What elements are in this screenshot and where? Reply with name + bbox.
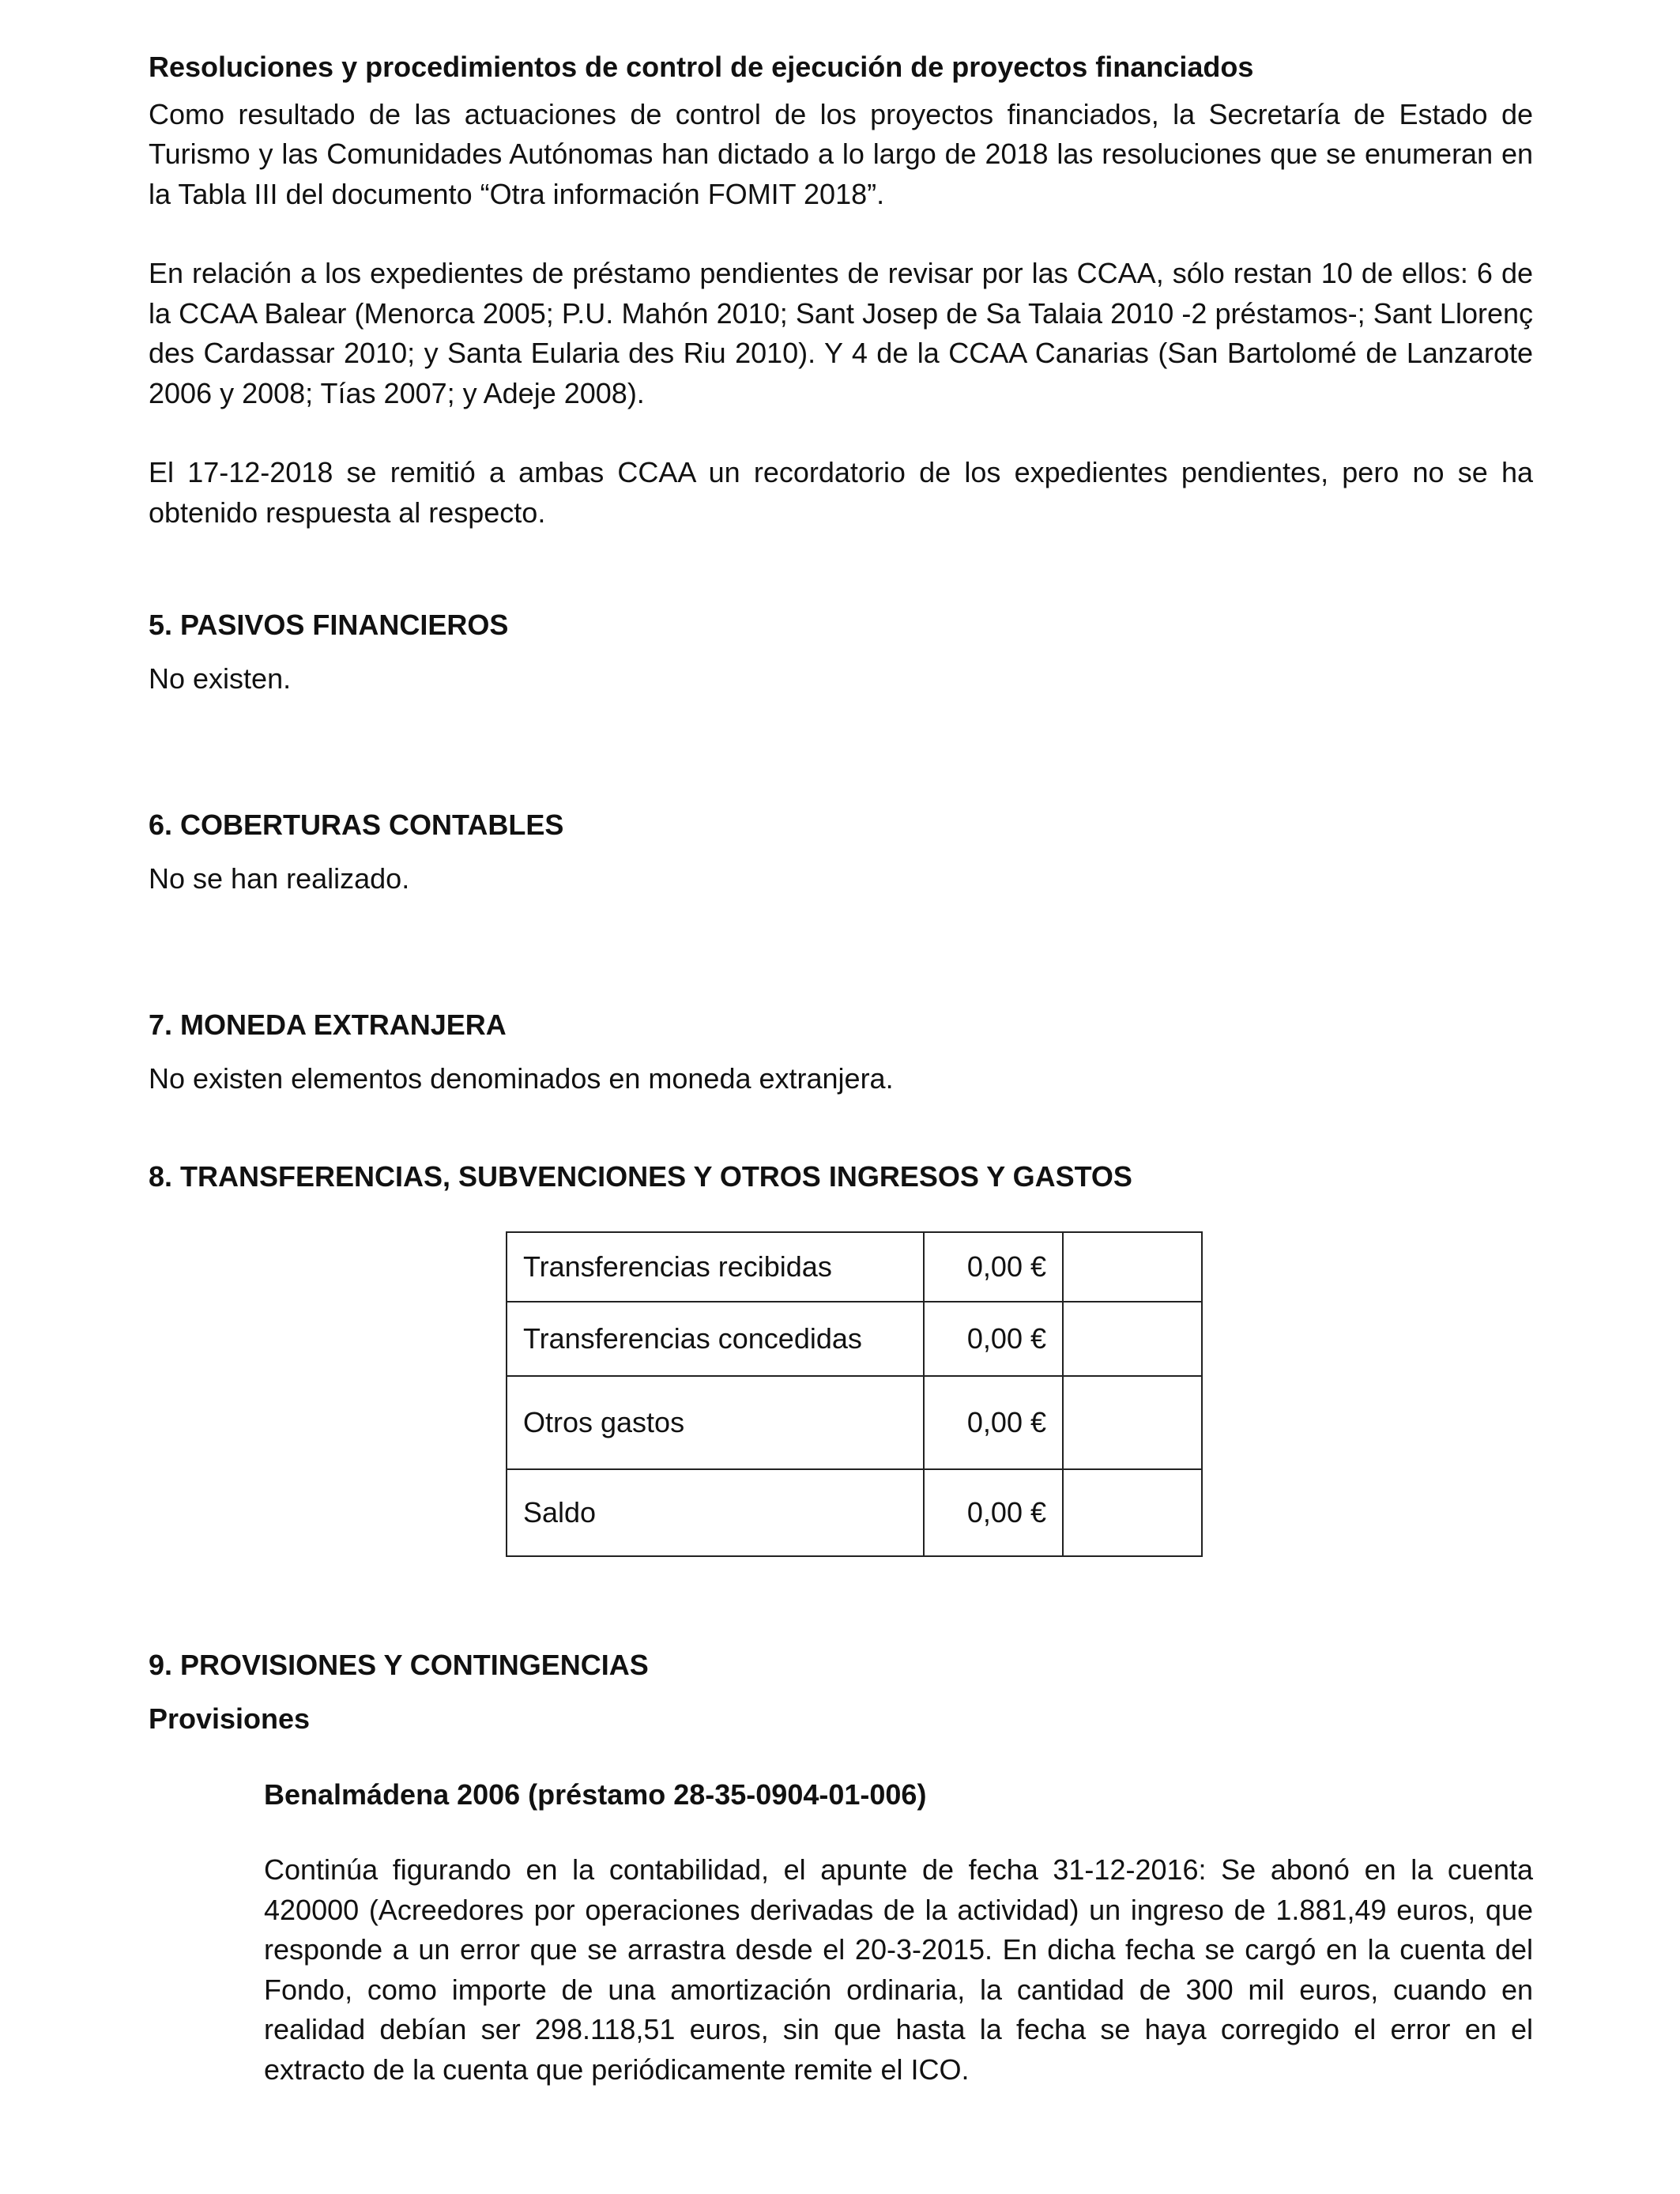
benalmadena-title: Benalmádena 2006 (préstamo 28-35-0904-01-006): [264, 1777, 927, 1811]
resoluciones-paragraph-3: El 17-12-2018 se remitió a ambas CCAA un recordatorio de los expedientes pendientes, pero no se ha obtenido respuesta al respecto.: [149, 456, 1533, 529]
table-cell-empty: [1063, 1376, 1202, 1469]
resoluciones-paragraph-1: Como resultado de las actuaciones de control de los proyectos financiados, la Secretaría de Estado de Turismo y las Comunidades Autónomas han dictado a lo largo de 2018 las resoluciones que se enumeran en la Tabla III del documento “Otra información FOMIT 2018”.: [149, 97, 1533, 210]
table-cell-amount: 0,00 €: [924, 1469, 1063, 1556]
table-cell-label: Transferencias concedidas: [507, 1302, 924, 1376]
document-page: [149, 47, 1533, 2090]
table-cell-empty: [1063, 1469, 1202, 1556]
table-row: [507, 1232, 1202, 1302]
section-6-text: No se han realizado.: [149, 861, 410, 895]
table-row: [507, 1302, 1202, 1376]
section-5-text: No existen.: [149, 662, 292, 695]
section-8-heading: 8. TRANSFERENCIAS, SUBVENCIONES Y OTROS INGRESOS Y GASTOS: [149, 1160, 1132, 1193]
table-cell-label: Saldo: [507, 1469, 924, 1556]
table-cell-amount: 0,00 €: [924, 1302, 1063, 1376]
table-row: [507, 1376, 1202, 1469]
table-cell-empty: [1063, 1232, 1202, 1302]
transferencias-table: [506, 1231, 1203, 1557]
table-cell-amount: 0,00 €: [924, 1232, 1063, 1302]
section-7-heading: 7. MONEDA EXTRANJERA: [149, 1008, 507, 1041]
table-cell-label: Transferencias recibidas: [507, 1232, 924, 1302]
table-cell-label: Otros gastos: [507, 1376, 924, 1469]
benalmadena-paragraph: Continúa figurando en la contabilidad, el apunte de fecha 31-12-2016: Se abonó en la cuenta 420000 (Acreedores por operaciones derivadas de la actividad) un ingreso de 1.881,49 euros, que responde a un error que se arrastra desde el 20-3-2015. En dicha fecha se cargó en la cuenta del Fondo, como importe de una amortización ordinaria, la cantidad de 300 mil euros, cuando en realidad debían ser 298.118,51 euros, sin que hasta la fecha se haya corregido el error en el extracto de la cuenta que periódicamente remite el ICO.: [264, 1853, 1533, 2086]
section-5-heading: 5. PASIVOS FINANCIEROS: [149, 609, 509, 641]
table-cell-empty: [1063, 1302, 1202, 1376]
section-6-heading: 6. COBERTURAS CONTABLES: [149, 809, 564, 841]
provisiones-subheading: Provisiones: [149, 1702, 311, 1735]
resoluciones-heading: Resoluciones y procedimientos de control de ejecución de proyectos financiados: [149, 51, 1254, 83]
section-9-heading: 9. PROVISIONES Y CONTINGENCIAS: [149, 1648, 649, 1681]
table-row: [507, 1469, 1202, 1556]
section-7-text: No existen elementos denominados en moneda extranjera.: [149, 1061, 894, 1095]
table-cell-amount: 0,00 €: [924, 1376, 1063, 1469]
resoluciones-paragraph-2: En relación a los expedientes de préstamo pendientes de revisar por las CCAA, sólo restan 10 de ellos: 6 de la CCAA Balear (Menorca 2005; P.U. Mahón 2010; Sant Josep de Sa Talaia 2010 -2 préstamos-; Sant Llorenç des Cardassar 2010; y Santa Eularia des Riu 2010). Y 4 de la CCAA Canarias (San Bartolomé de Lanzarote 2006 y 2008; Tías 2007; y Adeje 2008).: [149, 257, 1533, 409]
